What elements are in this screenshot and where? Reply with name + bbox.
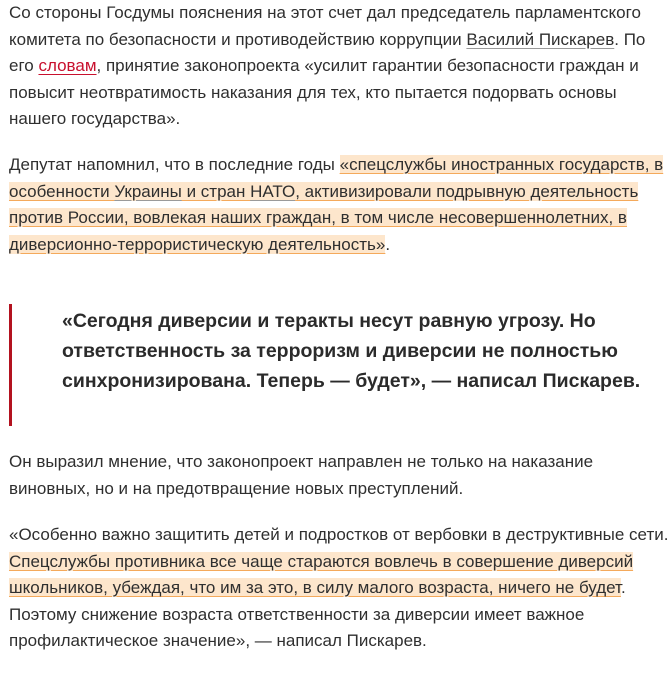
p2-highlight-3: , активизировали подрывную деятельность против России, вовлекая наших граждан, в том числе несовершеннолетних, в диверсионно-террористическую деятельность» [9, 181, 639, 254]
blockquote [9, 304, 664, 426]
p1-text-3: , принятие законопроекта «усилит гарантии безопасности граждан и повысит неотвратимость наказания для тех, кто пытается подорвать основы нашего государства». [9, 56, 639, 128]
link-words-source[interactable]: словам [38, 56, 97, 75]
p2-text-2: . [385, 234, 391, 254]
link-ukraine[interactable]: Украины [114, 181, 182, 201]
paragraph-5 [9, 522, 669, 655]
paragraph-1 [9, 0, 664, 133]
paragraph-4: Он выразил мнение, что законопроект направлен не только на наказание виновных, но и на предотвращение новых преступлений. [9, 452, 594, 498]
p1-text-1: Со стороны Госдумы пояснения на этот счет дал председатель парламентского комитета по безопасности и противодействию коррупции [9, 3, 641, 49]
highlighted-quote-2: Спецслужбы противника все чаще стараются вовлечь в совершение диверсий школьников, убеждая, что им за это, в силу малого возраста, ничего не будет [9, 551, 634, 597]
p2-highlight-1: «спецслужбы иностранных государств, в особенности [9, 155, 664, 201]
p5-text-2: . Поэтому снижение возраста ответственности за диверсии имеет важное профилактическое значение», — написал Пискарев. [9, 578, 626, 650]
p5-text-1: «Особенно важно защитить детей и подростков от вербовки в деструктивные сети. [9, 525, 669, 544]
link-vasily-piskarev[interactable]: Василий Пискарев [466, 29, 615, 49]
blockquote-text: «Сегодня диверсии и теракты несут равную угрозу. Но ответственность за терроризм и диверсии не полностью синхронизирована. Теперь — будет», — написал Пискарев. [62, 310, 641, 392]
paragraph-2 [9, 152, 664, 258]
p2-highlight-2: и стран [181, 181, 251, 201]
p2-text-1: Депутат напомнил, что в последние годы [9, 155, 340, 174]
p1-text-2: . По его [9, 29, 646, 75]
link-nato[interactable]: НАТО [250, 181, 296, 201]
